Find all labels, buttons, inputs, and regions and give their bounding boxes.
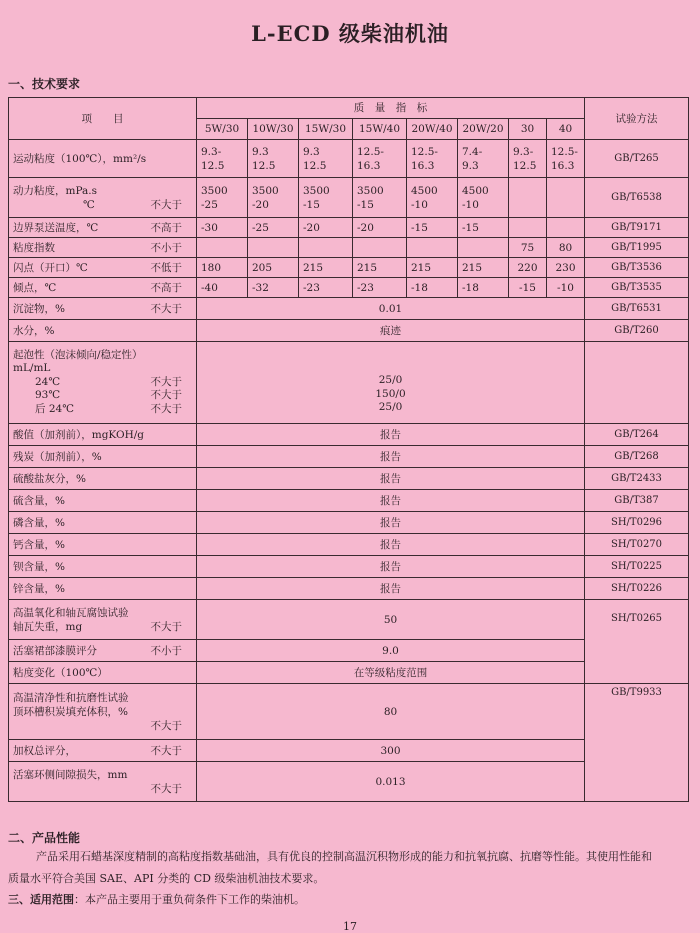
row-label: 活塞裙部漆膜评分 xyxy=(13,644,97,657)
value: 12.5- xyxy=(551,145,578,158)
method-cell xyxy=(585,342,689,424)
page-number: 17 xyxy=(343,920,357,933)
row-label: 水分，% xyxy=(13,324,55,337)
value: 9.3 xyxy=(303,145,320,158)
value: 205 xyxy=(248,258,299,278)
row-bearing-corrosion: 高温氧化和轴瓦腐蚀试验 轴瓦失重，mg 不大于 50 SH/T0265 xyxy=(9,600,689,640)
method-cell: SH/T0225 xyxy=(585,556,689,578)
grade-cell: 40 xyxy=(547,119,585,140)
value: 0.01 xyxy=(197,298,585,320)
method-cell: GB/T6531 xyxy=(585,298,689,320)
row-label: 粘度指数 xyxy=(13,241,55,254)
row-label: 硫含量，% xyxy=(9,490,197,512)
value: 215 xyxy=(353,258,407,278)
value: -15 xyxy=(357,198,374,211)
value: -40 xyxy=(197,278,248,298)
value: 12.5 xyxy=(303,159,327,172)
value: -32 xyxy=(248,278,299,298)
value: -30 xyxy=(197,218,248,238)
section-heading-scope: 三、适用范围 xyxy=(8,893,74,906)
row-weighted-score: 加权总评分， 不大于 300 xyxy=(9,740,689,762)
row-label: 活塞环侧间隙损失，mm xyxy=(13,768,128,781)
value: 75 xyxy=(509,238,547,258)
row-label: 磷含量，% xyxy=(9,512,197,534)
method-cell: GB/T3536 xyxy=(585,258,689,278)
value: 215 xyxy=(299,258,353,278)
row-label: 钡含量，% xyxy=(9,556,197,578)
value: 9.0 xyxy=(197,640,585,662)
foam-temp: 24℃ xyxy=(35,375,61,388)
value: 12.5- xyxy=(357,145,384,158)
row-dynamic-viscosity xyxy=(9,178,689,218)
row-water xyxy=(9,320,689,342)
value: 报告 xyxy=(197,556,585,578)
row-pour-point: 倾点，℃ 不高于 -40 -32 -23 -23 -18 -18 -15 -10 GB/T3535 xyxy=(9,278,689,298)
row-label: 起泡性（泡沫倾向/稳定性） xyxy=(13,348,143,361)
header-method: 试验方法 xyxy=(585,98,689,140)
section-heading-requirements: 一、技术要求 xyxy=(8,77,81,91)
row-unit: mL/mL xyxy=(13,362,51,375)
row-sublabel: 轴瓦失重，mg xyxy=(13,620,83,633)
application-scope xyxy=(8,889,688,911)
value: 0.013 xyxy=(197,762,585,802)
value: -20 xyxy=(299,218,353,238)
row-kinematic-viscosity xyxy=(9,140,689,178)
performance-paragraph-1: 产品采用石蜡基深度精制的高粘度指数基础油，具有优良的控制高温沉积物形成的能力和抗氧抗腐、抗磨等性能。其使用性能和 xyxy=(36,850,652,863)
value: -15 xyxy=(303,198,320,211)
value: 300 xyxy=(197,740,585,762)
method-cell: GB/T6538 xyxy=(585,178,689,218)
row-phosphorus xyxy=(9,512,689,534)
row-label: 加权总评分， xyxy=(13,744,76,757)
value: 报告 xyxy=(197,512,585,534)
row-label: 锌含量，% xyxy=(9,578,197,600)
method-cell: SH/T0296 xyxy=(585,512,689,534)
row-sublabel: ℃ 不大于 xyxy=(83,198,182,211)
value: -20 xyxy=(252,198,269,211)
value: 报告 xyxy=(197,446,585,468)
row-label: 边界泵送温度，℃ xyxy=(13,221,99,234)
value: 220 xyxy=(509,258,547,278)
row-piston-skirt: 活塞裙部漆膜评分 不小于 9.0 xyxy=(9,640,689,662)
value: -25 xyxy=(201,198,218,211)
method-cell: GB/T2433 xyxy=(585,468,689,490)
foam-temp: 后 24℃ xyxy=(35,402,74,415)
method-cell: GB/T268 xyxy=(585,446,689,468)
table-header-row xyxy=(9,98,689,119)
method-cell: SH/T0226 xyxy=(585,578,689,600)
value: 9.3 xyxy=(462,159,479,172)
value: 16.3 xyxy=(357,159,381,172)
row-label: 闪点（开口）℃ xyxy=(13,261,88,274)
value: -23 xyxy=(353,278,407,298)
value: 3500 xyxy=(303,184,330,197)
value: 9.3 xyxy=(252,145,269,158)
method-cell: SH/T0270 xyxy=(585,534,689,556)
value: -15 xyxy=(458,218,509,238)
row-sulfated-ash xyxy=(9,468,689,490)
value: -10 xyxy=(411,198,428,211)
method-cell: GB/T260 xyxy=(585,320,689,342)
row-label: 运动粘度（100℃），mm²/s xyxy=(9,140,197,178)
method-cell: GB/T264 xyxy=(585,424,689,446)
value xyxy=(547,218,585,238)
value: 80 xyxy=(197,684,585,740)
value: 80 xyxy=(547,238,585,258)
grade-cell: 15W/30 xyxy=(299,119,353,140)
row-label: 沉淀物，% xyxy=(13,302,65,315)
value: 215 xyxy=(458,258,509,278)
value: -10 xyxy=(462,198,479,211)
method-cell: GB/T387 xyxy=(585,490,689,512)
value: 3500 xyxy=(252,184,279,197)
value: 9.3- xyxy=(513,145,534,158)
row-label: 倾点，℃ xyxy=(13,281,57,294)
row-label: 动力粘度，mPa.s xyxy=(13,184,98,197)
value: 12.5 xyxy=(201,159,225,172)
row-barium xyxy=(9,556,689,578)
row-pumping-temp: 边界泵送温度，℃ 不高于 -30 -25 -20 -20 -15 -15 GB/T9171 xyxy=(9,218,689,238)
method-cell: SH/T0265 xyxy=(585,600,689,684)
value: 4500 xyxy=(411,184,438,197)
row-sulfur xyxy=(9,490,689,512)
value: -15 xyxy=(509,278,547,298)
value: 9.3- xyxy=(201,145,222,158)
section-heading-performance: 二、产品性能 xyxy=(8,831,81,845)
value: -18 xyxy=(458,278,509,298)
limit: 不大于 xyxy=(150,719,182,732)
row-acid-value xyxy=(9,424,689,446)
row-sublabel: 顶环槽积炭填充体积，% xyxy=(13,705,128,718)
value: -23 xyxy=(299,278,353,298)
limit: 不大于 xyxy=(150,782,182,795)
value: 报告 xyxy=(197,424,585,446)
foam-temp: 93℃ xyxy=(35,389,61,402)
value: 报告 xyxy=(197,534,585,556)
value: 报告 xyxy=(197,578,585,600)
value: 215 xyxy=(407,258,458,278)
grade-cell: 30 xyxy=(509,119,547,140)
row-carbon-residue xyxy=(9,446,689,468)
row-label: 酸值（加剂前），mgKOH/g xyxy=(9,424,197,446)
value: 25/0 xyxy=(378,401,403,414)
row-label: 硫酸盐灰分，% xyxy=(9,468,197,490)
method-cell: GB/T3535 xyxy=(585,278,689,298)
grade-cell: 15W/40 xyxy=(353,119,407,140)
value: 150/0 xyxy=(375,387,406,400)
grade-cell: 20W/20 xyxy=(458,119,509,140)
value: 230 xyxy=(547,258,585,278)
spec-table xyxy=(8,97,689,802)
value: -10 xyxy=(547,278,585,298)
value: 12.5 xyxy=(252,159,276,172)
grade-cell: 10W/30 xyxy=(248,119,299,140)
value: -18 xyxy=(407,278,458,298)
value: 痕迹 xyxy=(197,320,585,342)
method-cell: GB/T1995 xyxy=(585,238,689,258)
scope-text: ：本产品主要用于重负荷条件下工作的柴油机。 xyxy=(74,893,305,906)
performance-paragraph-2: 质量水平符合美国 SAE、API 分类的 CD 级柴油机油技术要求。 xyxy=(8,872,325,885)
value: 在等级粘度范围 xyxy=(197,662,585,684)
value: 12.5 xyxy=(513,159,537,172)
value: 180 xyxy=(197,258,248,278)
value: 3500 xyxy=(357,184,384,197)
value: 16.3 xyxy=(411,159,435,172)
row-high-temp-deposit xyxy=(9,684,689,740)
value: 16.3 xyxy=(551,159,575,172)
header-item: 项 目 xyxy=(9,98,197,140)
value: 4500 xyxy=(462,184,489,197)
row-label: 高温清净性和抗磨性试验 xyxy=(13,691,129,704)
grade-cell: 20W/40 xyxy=(407,119,458,140)
value: -25 xyxy=(248,218,299,238)
value: 12.5- xyxy=(411,145,438,158)
value: 报告 xyxy=(197,490,585,512)
header-quality: 质 量 指 标 xyxy=(197,98,585,119)
value: 7.4- xyxy=(462,145,483,158)
row-zinc xyxy=(9,578,689,600)
value: 报告 xyxy=(197,468,585,490)
value: -15 xyxy=(407,218,458,238)
row-label: 钙含量，% xyxy=(9,534,197,556)
page-title: L-ECD 级柴油机油 xyxy=(251,21,449,46)
value xyxy=(509,218,547,238)
row-label: 粘度变化（100℃） xyxy=(9,662,197,684)
row-label: 残炭（加剂前），% xyxy=(9,446,197,468)
row-label: 高温氧化和轴瓦腐蚀试验 xyxy=(13,606,129,619)
method-cell: GB/T9171 xyxy=(585,218,689,238)
row-foaming: 起泡性（泡沫倾向/稳定性） mL/mL 24℃ 不大于 93℃ 不大于 后 24℃ 不大于 25/0 150/0 25/0 xyxy=(9,342,689,424)
value: 25/0 xyxy=(378,374,403,387)
value: 50 xyxy=(197,600,585,640)
row-viscosity-index: 粘度指数 不小于 75 80 GB/T1995 xyxy=(9,238,689,258)
method-cell: GB/T9933 xyxy=(585,684,689,802)
value: 3500 xyxy=(201,184,228,197)
method-cell: GB/T265 xyxy=(585,140,689,178)
row-flash-point: 闪点（开口）℃ 不低于 180 205 215 215 215 215 220 230 GB/T3536 xyxy=(9,258,689,278)
value: -20 xyxy=(353,218,407,238)
grade-cell: 5W/30 xyxy=(197,119,248,140)
row-calcium xyxy=(9,534,689,556)
row-sediment: 沉淀物，% 不大于 0.01 GB/T6531 xyxy=(9,298,689,320)
